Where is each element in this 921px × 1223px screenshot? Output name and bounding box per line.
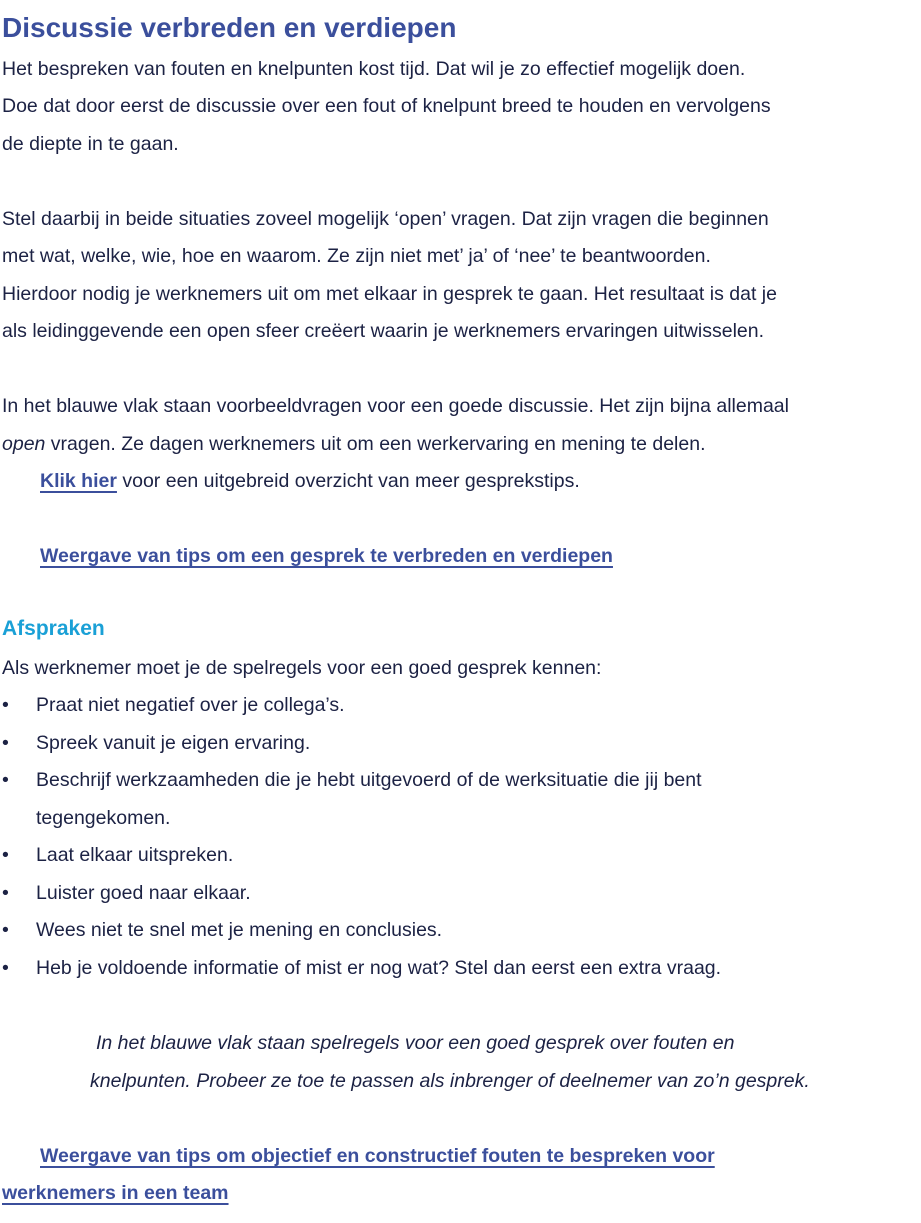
open-emphasis: open: [2, 433, 46, 455]
bullet-marker: •: [2, 919, 9, 941]
rule-item-4: Laat elkaar uitspreken.: [36, 844, 234, 866]
bullet-marker: •: [2, 882, 9, 904]
blue-area-line-1: In het blauwe vlak staan voorbeeldvragen voor een goede discussie. Het zijn bijna allemaal: [2, 395, 789, 417]
rule-item-3: Beschrijf werkzaamheden die je hebt uitgevoerd of de werksituatie die jij bent: [36, 769, 702, 791]
afspraken-heading: Afspraken: [2, 617, 105, 640]
more-tips-text: voor een uitgebreid overzicht van meer gesprekstips.: [116, 470, 580, 492]
open-questions-line-2: met wat, welke, wie, hoe en waarom. Ze zijn niet met’ ja’ of ‘nee’ te beantwoorden.: [2, 245, 711, 267]
tips-objective-link-line-1: [40, 1143, 715, 1169]
blue-rules-note-line-1: In het blauwe vlak staan spelregels voor een goed gesprek over fouten en: [96, 1032, 735, 1054]
more-tips-line: [40, 468, 580, 494]
blue-area-line-2-rest: vragen. Ze dagen werknemers uit om een werkervaring en mening te delen.: [45, 433, 706, 455]
bullet-marker: •: [2, 957, 9, 979]
rule-item-2: Spreek vanuit je eigen ervaring.: [36, 732, 311, 754]
bullet-marker: •: [2, 732, 9, 754]
blue-area-line-2: [2, 431, 706, 457]
tips-objective-link-line-2: [2, 1180, 229, 1206]
blue-rules-note-line-2: knelpunten. Probeer ze toe te passen als inbrenger of deelnemer van zo’n gesprek.: [90, 1070, 810, 1092]
tips-objective-link-continued[interactable]: werknemers in een team: [2, 1182, 229, 1204]
intro-line-1: Het bespreken van fouten en knelpunten kost tijd. Dat wil je zo effectief mogelijk doen.: [2, 58, 746, 80]
bullet-marker: •: [2, 769, 9, 791]
page-title: Discussie verbreden en verdiepen: [2, 12, 457, 43]
tips-objective-link[interactable]: Weergave van tips om objectief en constructief fouten te bespreken voor: [40, 1145, 715, 1167]
rule-item-1: Praat niet negatief over je collega’s.: [36, 694, 345, 716]
afspraken-intro: Als werknemer moet je de spelregels voor een goed gesprek kennen:: [2, 657, 602, 679]
rule-item-6: Wees niet te snel met je mening en conclusies.: [36, 919, 443, 941]
rule-item-7: Heb je voldoende informatie of mist er nog wat? Stel dan eerst een extra vraag.: [36, 957, 722, 979]
tips-broaden-link-line: [40, 543, 613, 569]
bullet-marker: •: [2, 844, 9, 866]
bullet-marker: •: [2, 694, 9, 716]
intro-line-2: Doe dat door eerst de discussie over een fout of knelpunt breed te houden en vervolgens: [2, 95, 771, 117]
tips-broaden-link[interactable]: Weergave van tips om een gesprek te verbreden en verdiepen: [40, 545, 613, 567]
intro-line-3: de diepte in te gaan.: [2, 133, 179, 155]
open-questions-line-4: als leidinggevende een open sfeer creëert waarin je werknemers ervaringen uitwisselen.: [2, 320, 765, 342]
klik-hier-link[interactable]: Klik hier: [40, 470, 117, 492]
open-questions-line-1: Stel daarbij in beide situaties zoveel mogelijk ‘open’ vragen. Dat zijn vragen die beginnen: [2, 208, 769, 230]
rule-item-5: Luister goed naar elkaar.: [36, 882, 251, 904]
open-questions-line-3: Hierdoor nodig je werknemers uit om met elkaar in gesprek te gaan. Het resultaat is dat je: [2, 283, 777, 305]
rule-item-3-continued: tegengekomen.: [36, 807, 171, 829]
